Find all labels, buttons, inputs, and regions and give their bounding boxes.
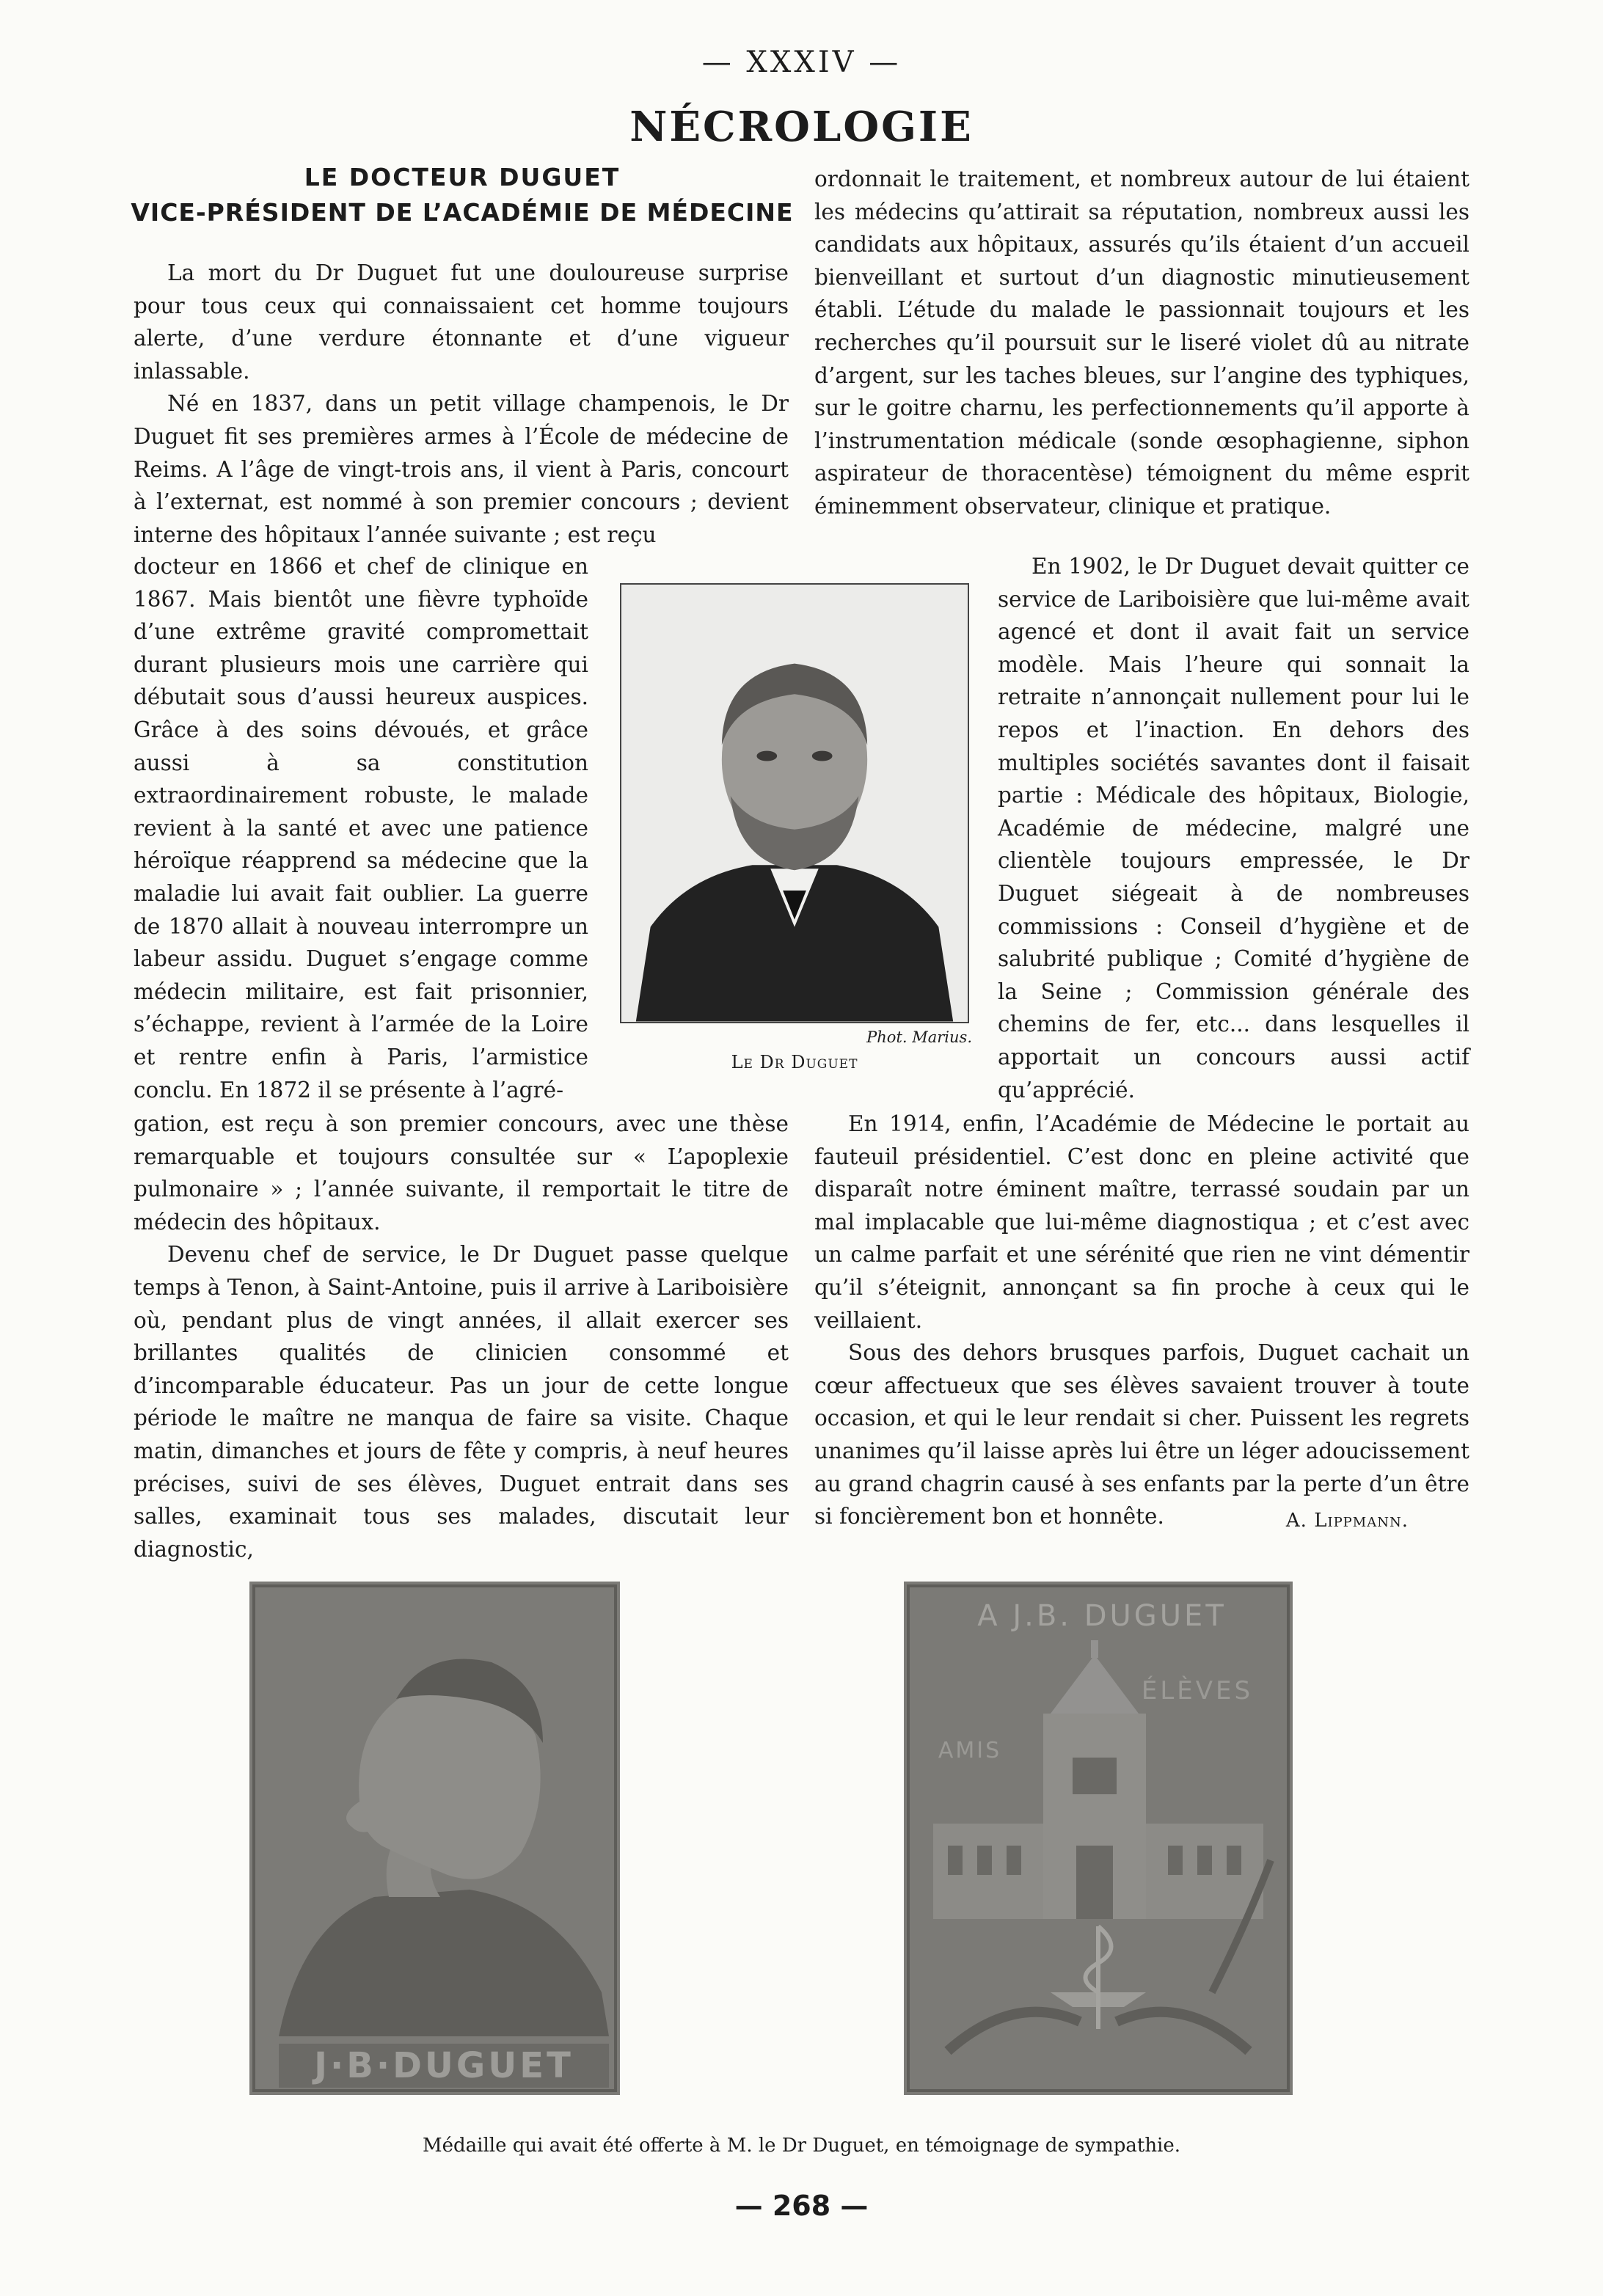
folio-roman: — XXXIV —: [701, 45, 902, 79]
article-title: LE DOCTEUR DUGUET: [304, 163, 621, 191]
paragraph-2-tail: gation, est reçu à son premier concours, avec une thèse remarquable et toujours consultée sur « L’apoplexie pulmonaire » ; l’année suivante, il remportait le titre de médecin des hôpitaux.: [134, 1111, 789, 1235]
portrait-caption: Le Dr Duguet: [731, 1052, 858, 1072]
medal-caption: Médaille qui avait été offerte à M. le Dr Duguet, en témoignage de sympathie.: [422, 2135, 1181, 2157]
author-signature: A. Lippmann.: [1285, 1510, 1409, 1532]
article-right-top: [814, 163, 1469, 523]
medal-reverse: [904, 1582, 1293, 2095]
paragraph-2-wrap: docteur en 1866 et chef de clinique en 1867. Mais bientôt une fièvre typhoïde d’une extrême gravité compromettait durant plusieurs mois une carrière qui débutait sous d’aussi heureux auspices. Grâce à des soins dévoués, et grâce aussi à sa constitution extraordinairement robuste, le malade revient à la santé et avec une patience héroïque réapprend sa médecine que la maladie lui avait fait oublier. La guerre de 1870 allait à nouveau interrompre un labeur assidu. Duguet s’engage comme médecin militaire, est fait prisonnier, s’échappe, revient à l’armée de la Loire et rentre enfin à Paris, l’armistice conclu. En 1872 il se présente à l’agré-: [134, 554, 588, 1103]
article-left-top: [134, 257, 789, 551]
medal-obverse-art: [249, 1582, 620, 2095]
medal-reverse-inscription: A J.B. DUGUET: [977, 1599, 1227, 1633]
section-title: NÉCROLOGIE: [629, 103, 974, 151]
photo-credit: Phot. Marius.: [866, 1028, 972, 1046]
article-right-wrap: [998, 550, 1469, 1106]
article-subtitle: VICE-PRÉSIDENT DE L’ACADÉMIE DE MÉDECINE: [131, 198, 794, 227]
article-left-wrap: [134, 550, 588, 1106]
paragraph-1: La mort du Dr Duguet fut une douloureuse surprise pour tous ceux qui connaissaient cet homme toujours alerte, d’une verdure étonnante et d’une vigueur inlassable.: [134, 260, 789, 384]
paragraph-4: ordonnait le traitement, et nombreux autour de lui étaient les médecins qu’attirait sa réputation, nombreux aussi les candidats aux hôpitaux, assurés qu’ils étaient d’un accueil bienveillant et surtout d’un diagnostic minutieusement établi. L’étude du malade le passionnait toujours et les recherches qu’il poursuit sur le liseré violet dû au nitrate d’argent, sur les taches bleues, sur l’angine des typhiques, sur le goitre charnu, les perfectionnements qu’il apporte à l’instrumentation médicale (sonde œsophagienne, siphon aspirateur de thoracentèse) témoignent du même esprit éminemment observateur, clinique et pratique.: [814, 167, 1469, 519]
portrait-figure: [621, 585, 968, 1022]
medal-word-amis: AMIS: [938, 1738, 1002, 1763]
portrait-photo: [620, 583, 969, 1023]
medal-word-eleves: ÉLÈVES: [1141, 1676, 1254, 1705]
paragraph-6: En 1914, enfin, l’Académie de Médecine le portait au fauteuil présidentiel. C’est donc en pleine activité que disparaît notre éminent maître, terrassé soudain par un mal implacable que lui-même diagnostiqua ; et c’est avec un calme parfait et une sérénité que rien ne vint démentir qu’il s’éteignit, annonçant sa fin proche à ceux qui le veillaient.: [814, 1111, 1469, 1333]
article-left-bottom: [134, 1108, 789, 1565]
paragraph-2-start: Né en 1837, dans un petit village champenois, le Dr Duguet fit ses premières armes à l’École de médecine de Reims. A l’âge de vingt-trois ans, il vient à Paris, concourt à l’externat, est nommé à son premier concours ; devient interne des hôpitaux l’année suivante ; est reçu: [134, 391, 789, 547]
paragraph-7: Sous des dehors brusques parfois, Duguet cachait un cœur affectueux que ses élèves savaient trouver à toute occasion, et qui le leur rendait si cher. Puissent les regrets unanimes qu’il laisse après lui être un léger adoucissement au grand chagrin causé à ses enfants par la perte d’un être si foncièrement bon et honnête.: [814, 1340, 1469, 1529]
paragraph-3: Devenu chef de service, le Dr Duguet passe quelque temps à Tenon, à Saint-Antoine, puis il arrive à Lariboisière où, pendant plus de vingt années, il allait exercer ses brillantes qualités de clinicien consommé et d’incomparable éducateur. Pas un jour de cette longue période le maître ne manqua de faire sa visite. Chaque matin, dimanches et jours de fête y compris, à neuf heures précises, suivi de ses élèves, Duguet entrait dans ses salles, examinait tous ses malades, discutait leur diagnostic,: [134, 1242, 789, 1562]
medal-obverse: [249, 1582, 620, 2095]
medal-reverse-art: [904, 1582, 1293, 2095]
page-number: — 268 —: [734, 2190, 869, 2222]
medal-obverse-inscription: J·B·DUGUET: [314, 2045, 574, 2086]
paragraph-5: En 1902, le Dr Duguet devait quitter ce service de Lariboisière que lui-même avait agencé et dont il avait fait un service modèle. Mais l’heure qui sonnait la retraite n’annonçait nullement pour lui le repos et l’inaction. En dehors des multiples sociétés savantes dont il faisait partie : Médicale des hôpitaux, Biologie, Académie de médecine, malgré une clientèle toujours empressée, le Dr Duguet siégeait à de nombreuses commissions : Conseil d’hygiène et de salubrité publique ; Comité d’hygiène de la Seine ; Commission générale des chemins de fer, etc... dans lesquelles il apportait un concours aussi actif qu’apprécié.: [998, 554, 1469, 1103]
article-right-bottom: [814, 1108, 1469, 1533]
